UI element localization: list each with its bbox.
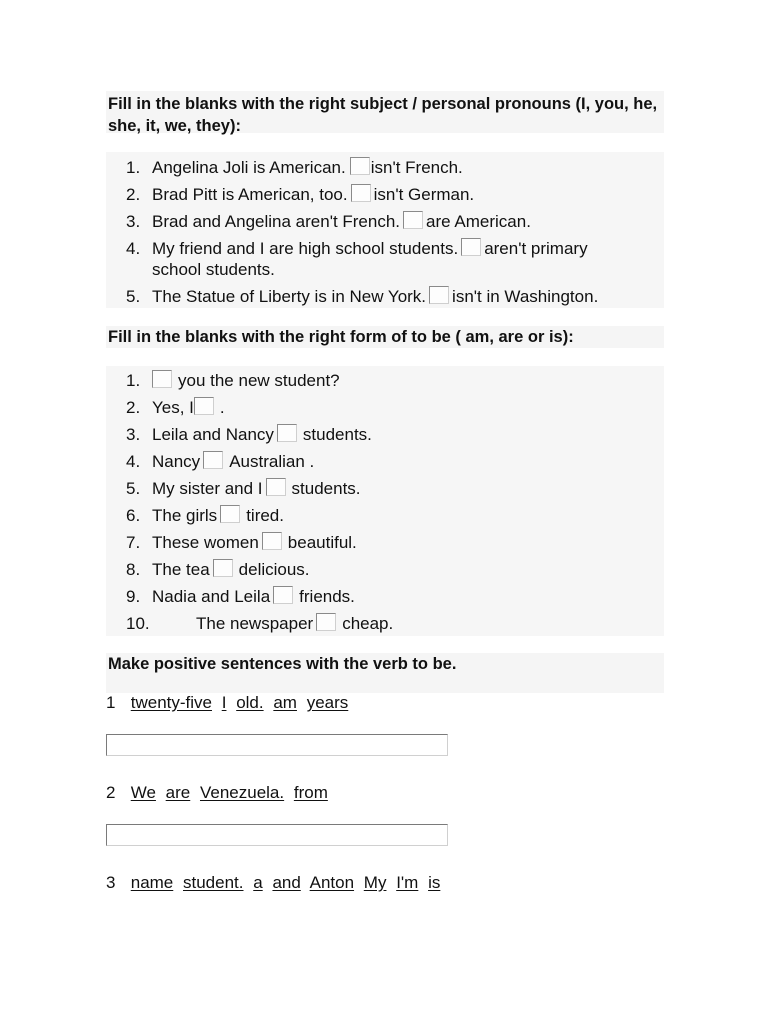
item-number: 1. bbox=[126, 371, 141, 390]
item-text-before: Brad and Angelina aren't French. bbox=[152, 212, 401, 231]
item-text-after: are American. bbox=[426, 212, 531, 231]
item-text-after: aren't primary school students. bbox=[152, 239, 588, 279]
blank-input[interactable] bbox=[277, 424, 297, 442]
blank-input[interactable] bbox=[350, 157, 370, 175]
item-text-after: cheap. bbox=[342, 614, 394, 633]
blank-input[interactable] bbox=[203, 451, 223, 469]
answer-input[interactable] bbox=[106, 824, 448, 846]
list-item bbox=[106, 238, 622, 280]
list-item bbox=[106, 370, 664, 391]
word-link[interactable]: a bbox=[253, 873, 263, 892]
item-number: 7. bbox=[126, 533, 141, 552]
section-3-heading: Make positive sentences with the verb to be. bbox=[106, 653, 664, 693]
list-item bbox=[106, 286, 664, 307]
list-item bbox=[106, 532, 664, 553]
item-text-before: Leila and Nancy bbox=[152, 425, 274, 444]
question-number: 2 bbox=[106, 783, 116, 802]
word-link[interactable]: Anton bbox=[309, 873, 355, 892]
item-text-before: Brad Pitt is American, too. bbox=[152, 185, 348, 204]
item-number: 5. bbox=[126, 479, 141, 498]
word-link[interactable]: from bbox=[293, 783, 328, 802]
item-number: 3. bbox=[126, 425, 141, 444]
blank-input[interactable] bbox=[273, 586, 293, 604]
list-item bbox=[106, 586, 664, 607]
item-text-after: Australian . bbox=[229, 452, 315, 471]
list-item bbox=[106, 157, 664, 178]
word-link[interactable]: My bbox=[363, 873, 387, 892]
item-number: 5. bbox=[126, 287, 141, 306]
list-item bbox=[106, 397, 664, 418]
blank-input[interactable] bbox=[220, 505, 240, 523]
list-item bbox=[106, 211, 664, 232]
item-text-before: These women bbox=[152, 533, 259, 552]
item-text-after: students. bbox=[302, 425, 372, 444]
item-text-before: The Statue of Liberty is in New York. bbox=[152, 287, 427, 306]
blank-input[interactable] bbox=[152, 370, 172, 388]
item-text-before: Angelina Joli is American. bbox=[152, 158, 346, 177]
word-link[interactable]: student. bbox=[183, 873, 244, 892]
section-2-list bbox=[106, 366, 664, 636]
blank-input[interactable] bbox=[429, 286, 449, 304]
answer-input[interactable] bbox=[106, 734, 448, 756]
question-row bbox=[106, 692, 353, 714]
section-1-list bbox=[106, 152, 664, 308]
list-item bbox=[106, 613, 664, 634]
question-number: 1 bbox=[106, 693, 116, 712]
word-link[interactable]: am bbox=[273, 693, 297, 712]
list-item bbox=[106, 478, 664, 499]
item-number: 4. bbox=[126, 452, 141, 471]
item-text-after: beautiful. bbox=[287, 533, 357, 552]
item-text-after: isn't German. bbox=[373, 185, 475, 204]
word-link[interactable]: are bbox=[165, 783, 191, 802]
item-text-after: you the new student? bbox=[178, 371, 340, 390]
blank-input[interactable] bbox=[316, 613, 336, 631]
question-row bbox=[106, 782, 333, 804]
item-text-after: isn't French. bbox=[370, 158, 463, 177]
item-text-before: The girls bbox=[152, 506, 218, 525]
item-number: 8. bbox=[126, 560, 141, 579]
list-item bbox=[106, 424, 664, 445]
item-text-before: Nancy bbox=[152, 452, 201, 471]
word-link[interactable]: years bbox=[306, 693, 349, 712]
item-number: 2. bbox=[126, 185, 141, 204]
section-2-heading: Fill in the blanks with the right form of to be ( am, are or is): bbox=[106, 326, 664, 348]
blank-input[interactable] bbox=[194, 397, 214, 415]
list-item bbox=[106, 451, 664, 472]
item-number: 1. bbox=[126, 158, 141, 177]
item-text-before: The newspaper bbox=[196, 614, 314, 633]
word-link[interactable]: old. bbox=[236, 693, 264, 712]
list-item bbox=[106, 184, 664, 205]
question-row bbox=[106, 872, 445, 894]
word-link[interactable]: and bbox=[272, 873, 301, 892]
blank-input[interactable] bbox=[266, 478, 286, 496]
word-link[interactable]: Venezuela. bbox=[199, 783, 285, 802]
item-number: 4. bbox=[126, 239, 141, 258]
blank-input[interactable] bbox=[461, 238, 481, 256]
item-text-after: delicious. bbox=[238, 560, 310, 579]
item-text-before: Yes, I bbox=[152, 398, 194, 417]
word-link[interactable]: I bbox=[221, 693, 227, 712]
word-link[interactable]: is bbox=[428, 873, 441, 892]
item-text-before: My friend and I are high school students. bbox=[152, 239, 459, 258]
item-text-after: . bbox=[219, 398, 225, 417]
item-text-after: friends. bbox=[299, 587, 355, 606]
word-link[interactable]: We bbox=[130, 783, 156, 802]
item-number: 3. bbox=[126, 212, 141, 231]
item-number: 6. bbox=[126, 506, 141, 525]
list-item bbox=[106, 559, 664, 580]
item-text-after: students. bbox=[291, 479, 361, 498]
blank-input[interactable] bbox=[213, 559, 233, 577]
item-text-before: Nadia and Leila bbox=[152, 587, 271, 606]
blank-input[interactable] bbox=[351, 184, 371, 202]
list-item bbox=[106, 505, 664, 526]
item-text-after: isn't in Washington. bbox=[452, 287, 599, 306]
item-number: 2. bbox=[126, 398, 141, 417]
item-text-before: My sister and I bbox=[152, 479, 263, 498]
item-number: 9. bbox=[126, 587, 141, 606]
item-text-after: tired. bbox=[246, 506, 284, 525]
section-1-heading: Fill in the blanks with the right subject / personal pronouns (I, you, he, she, it, we, they): bbox=[106, 91, 664, 133]
item-number: 10. bbox=[126, 614, 150, 633]
blank-input[interactable] bbox=[403, 211, 423, 229]
word-link[interactable]: name bbox=[130, 873, 174, 892]
word-link[interactable]: twenty-five bbox=[130, 693, 212, 712]
blank-input[interactable] bbox=[262, 532, 282, 550]
item-text-before: The tea bbox=[152, 560, 210, 579]
question-number: 3 bbox=[106, 873, 116, 892]
word-link[interactable]: I'm bbox=[396, 873, 419, 892]
